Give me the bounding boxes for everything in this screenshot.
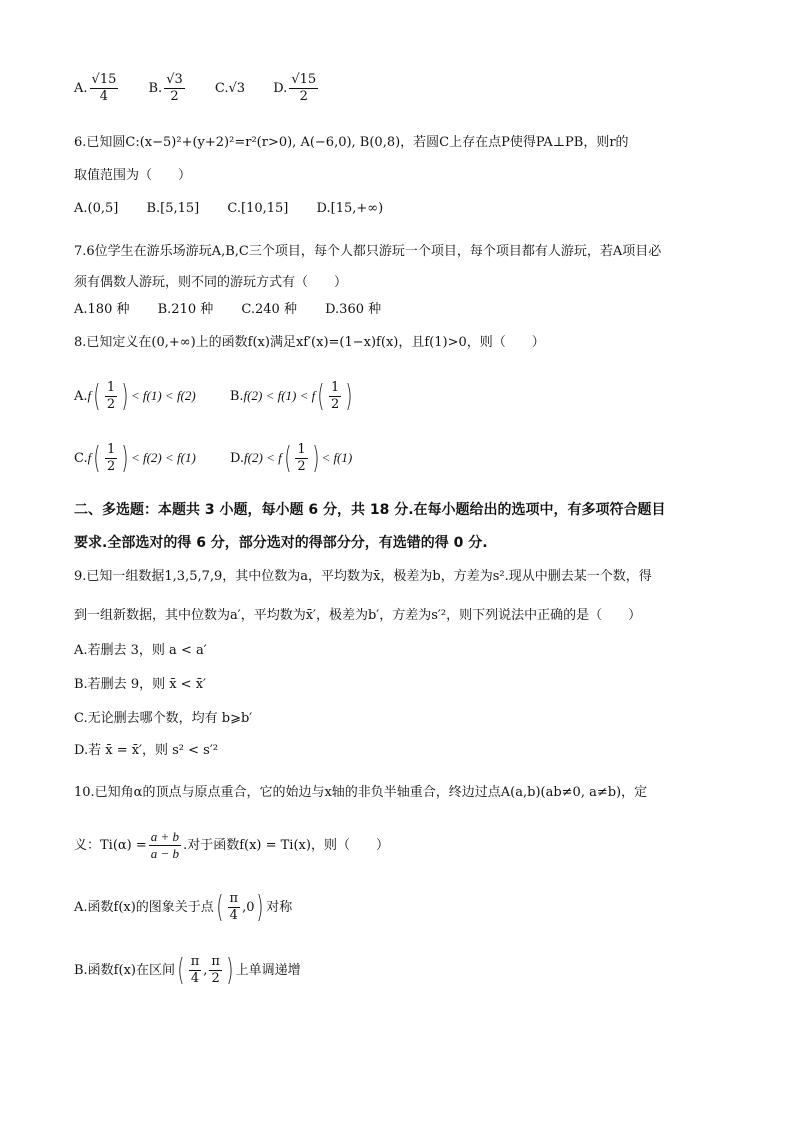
q6-option-a: A.(0,5] xyxy=(74,201,119,216)
q10-stem-line1: 10.已知角α的顶点与原点重合，它的始边与x轴的非负半轴重合，终边过点A(a,b)(ab≠0, a≠b)，定 xyxy=(74,785,648,800)
q6-option-c: C.[10,15] xyxy=(227,201,289,216)
q9-option-b: B.若删去 9，则 x̄ < x̄′ xyxy=(74,677,206,692)
q5-a-num: √15 xyxy=(91,72,117,87)
q7-option-d: D.360 种 xyxy=(325,302,382,317)
q5-d-num: √15 xyxy=(291,72,317,87)
q5-option-b: B. $\frac{√3}{2}$ xyxy=(148,72,183,104)
q6-stem-line2: 取值范围为（ ） xyxy=(74,168,192,183)
q5-a-den: 4 xyxy=(99,89,109,104)
q8-option-b: B.f(2) < f(1) < f( $\frac{1}{2}$ ) xyxy=(229,378,353,414)
q6-option-d: D.[15,+∞) xyxy=(316,201,384,216)
q6-option-b: B.[5,15] xyxy=(146,201,200,216)
q8-options-ab xyxy=(74,378,379,415)
q5-option-d: D. $\frac{√15}{2}$ xyxy=(273,72,317,104)
q9-option-c: C.无论删去哪个数，均有 b⩾b′ xyxy=(74,711,253,726)
q5-option-c: C.√3 xyxy=(214,81,246,96)
q7-option-b: B.210 种 xyxy=(157,302,214,317)
q8-option-a: A.f( $\frac{1}{2}$ ) < f(1) < f(2) xyxy=(74,378,196,414)
q7-option-c: C.240 种 xyxy=(241,302,297,317)
q10-option-b: B.函数f(x)在区间( $\frac{\pi}{4}$ , $\frac{\pi}{2}$ ) 上单调递增 xyxy=(74,952,301,988)
q7-stem-line1: 7.6位学生在游乐场游玩A,B,C三个项目，每个人都只游玩一个项目，每个项目都有人游玩，若A项目必 xyxy=(74,244,662,259)
q9-stem-line1: 9.已知一组数据1,3,5,7,9，其中位数为a，平均数为x̄，极差为b，方差为s².现从中删去某一个数，得 xyxy=(74,569,652,584)
q5-d-den: 2 xyxy=(299,89,308,104)
q8-option-d: D.f(2) < f( $\frac{1}{2}$ ) < f(1) xyxy=(229,440,353,476)
q9-stem-line2: 到一组新数据，其中位数为a′，平均数为x̄′，极差为b′，方差为s′²，则下列说法中正确的是（ ） xyxy=(74,608,642,623)
q8-stem: 8.已知定义在(0,+∞)上的函数f(x)满足xf′(x)=(1−x)f(x)，且f(1)>0，则（ ） xyxy=(74,335,545,350)
q6-options xyxy=(74,199,407,219)
q5-b-den: 2 xyxy=(170,89,179,104)
q10-definition: 义：Ti(α) = $\frac{a + b}{a - b}$ .对于函数f(x) = Ti(x)，则（ ） xyxy=(74,829,389,861)
q9-option-a: A.若删去 3，则 a < a′ xyxy=(74,643,207,658)
q7-option-a: A.180 种 xyxy=(74,302,130,317)
q8-options-cd xyxy=(74,440,376,477)
q7-options xyxy=(74,300,405,320)
q7-stem-line2: 须有偶数人游玩，则不同的游玩方式有（ ） xyxy=(74,275,348,290)
q9-option-d: D.若 x̄ = x̄′，则 s² < s′² xyxy=(74,743,219,758)
q6-stem-line1: 6.已知圆C:(x−5)²+(y+2)²=r²(r>0), A(−6,0), B(0,8)，若圆C上存在点P使得PA⊥PB，则r的 xyxy=(74,135,629,150)
q5-c-text: √3 xyxy=(228,81,246,96)
q5-option-a: A. $\frac{√15}{4}$ xyxy=(74,72,117,104)
section2-heading-line2: 要求.全部选对的得 6 分，部分选对的得部分分，有选错的得 0 分. xyxy=(74,535,488,551)
q5-b-num: √3 xyxy=(166,72,183,87)
q5-options xyxy=(74,72,344,105)
q8-option-c: C.f( $\frac{1}{2}$ ) < f(2) < f(1) xyxy=(74,440,196,476)
q10-option-a: A.函数f(x)的图象关于点( $\frac{\pi}{4}$ ,0) 对称 xyxy=(74,889,293,925)
section2-heading-line1: 二、多选题：本题共 3 小题，每小题 6 分，共 18 分.在每小题给出的选项中，有多项符合题目 xyxy=(74,502,666,518)
q10-def-fraction: $\frac{a + b}{a - b}$ xyxy=(150,829,180,861)
